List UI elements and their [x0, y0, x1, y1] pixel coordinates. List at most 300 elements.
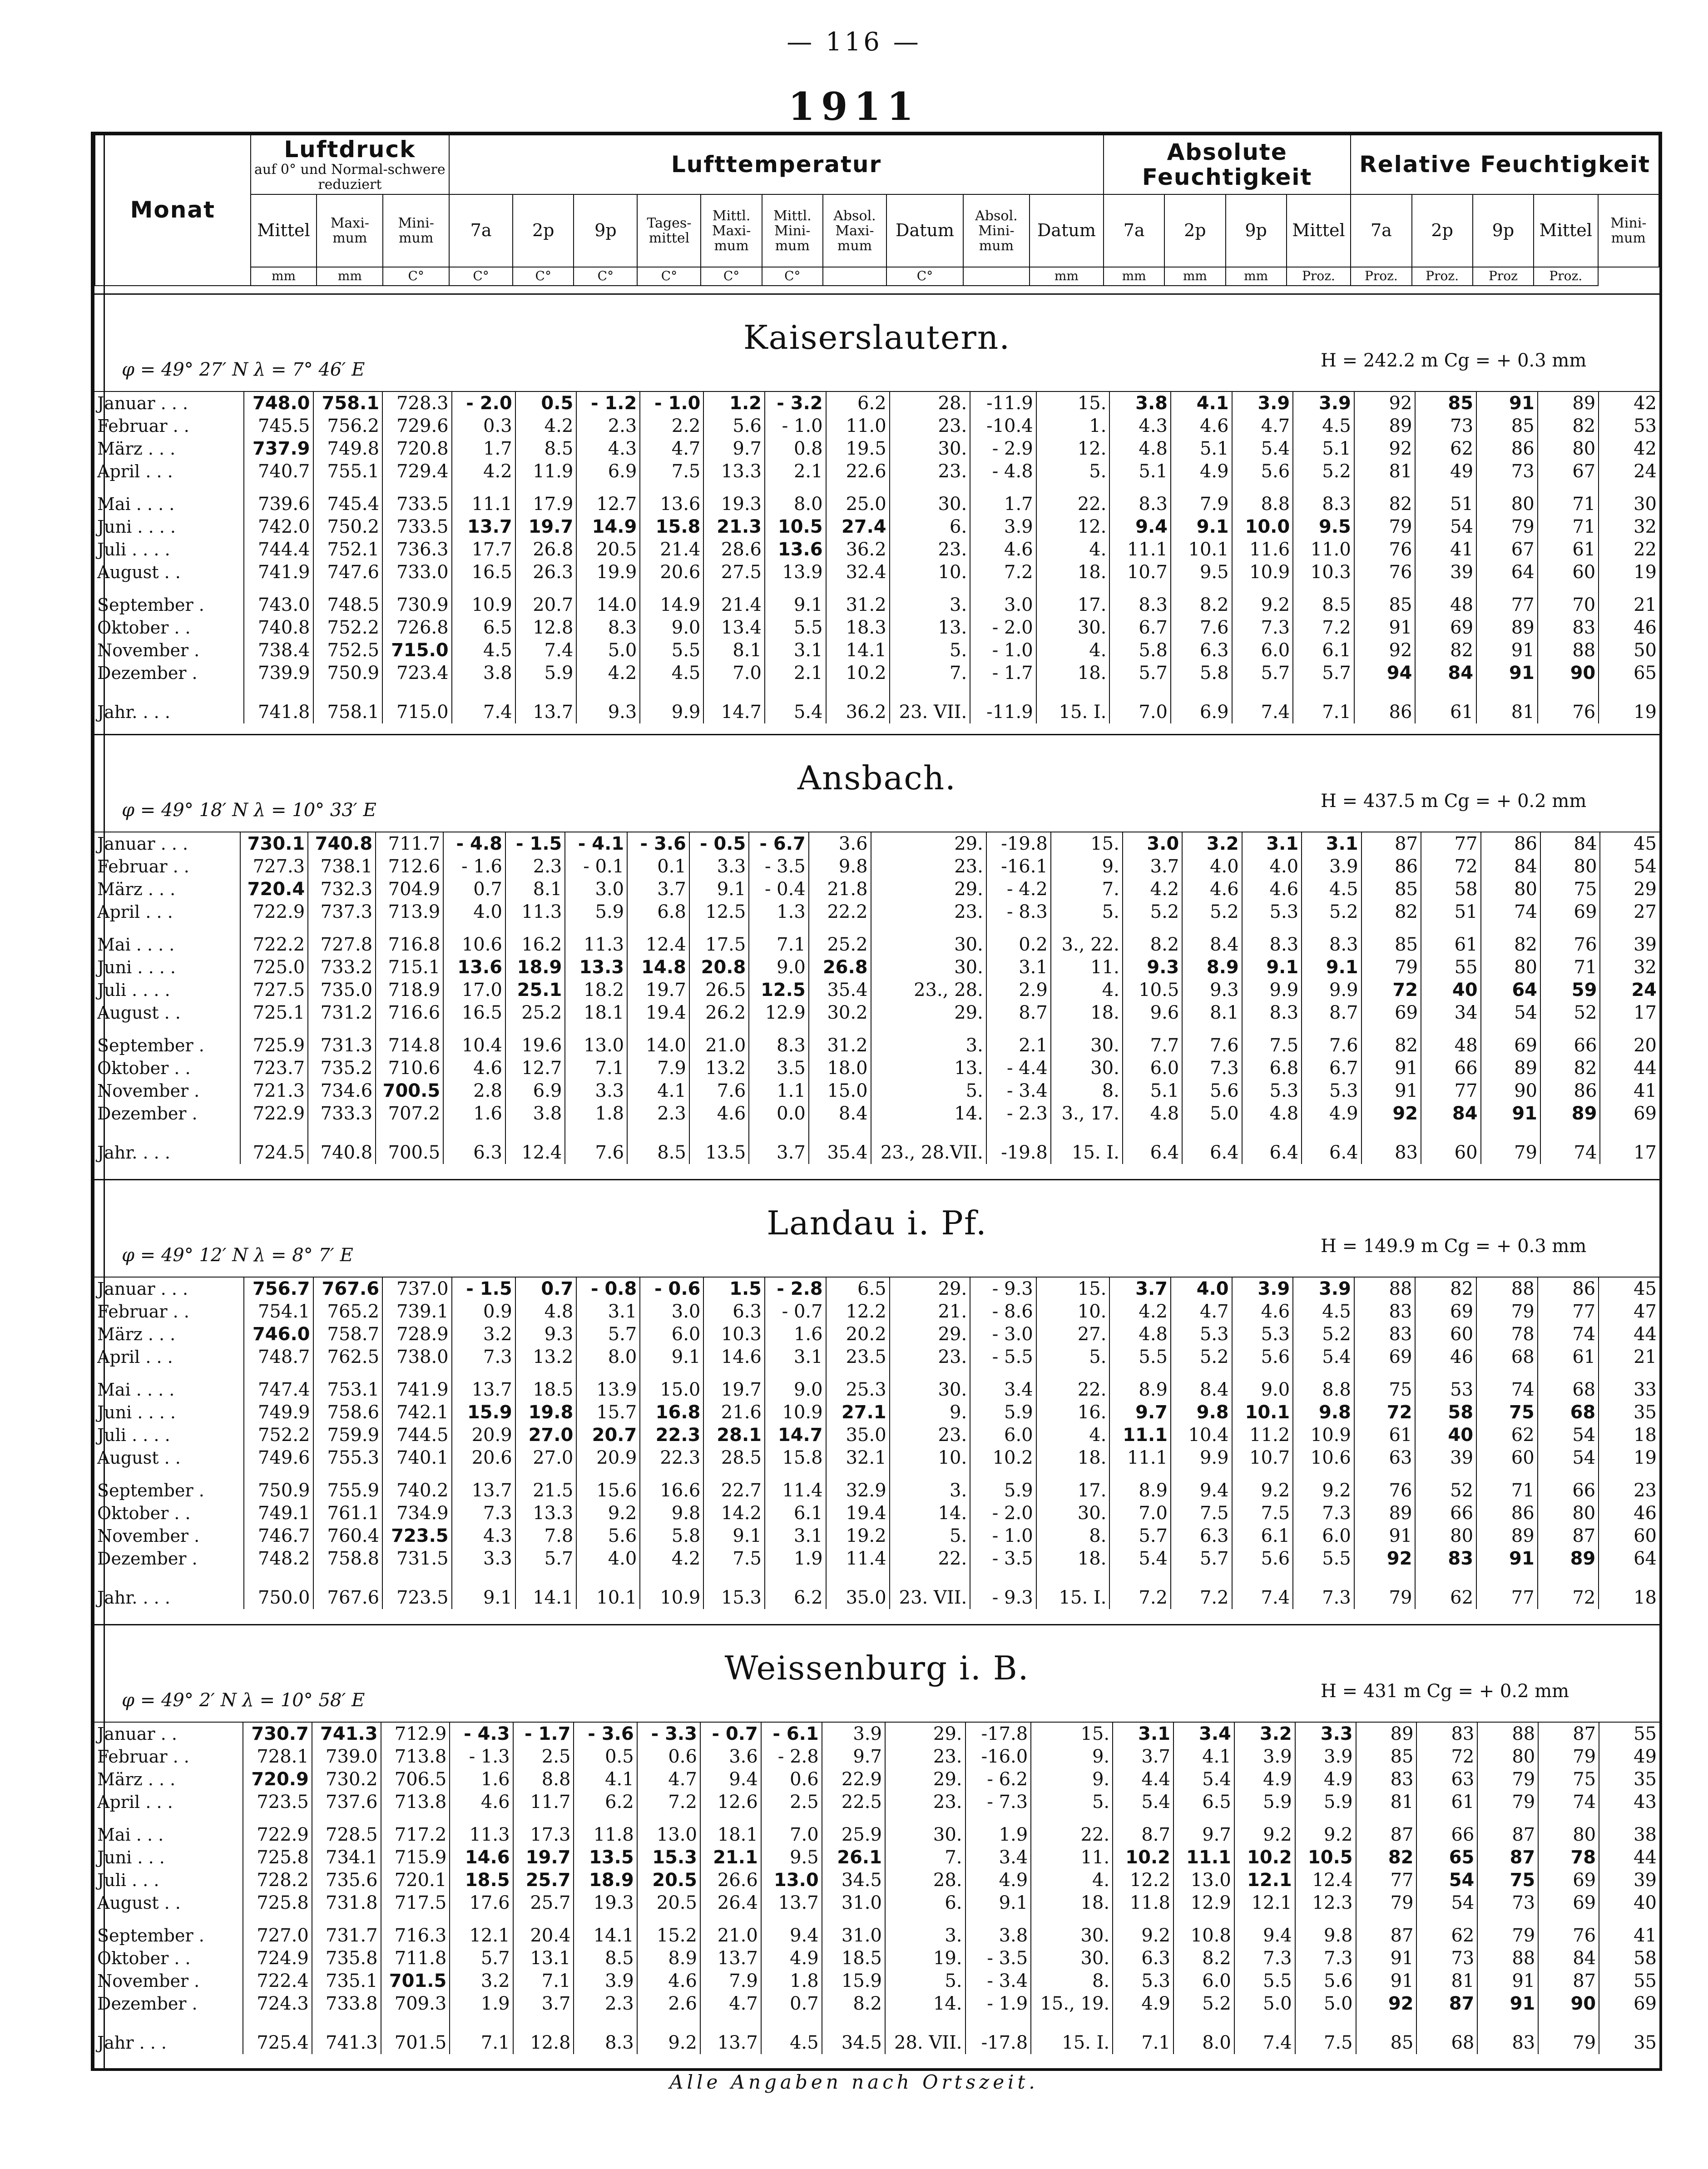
data-cell: 4.7 [700, 1992, 761, 2015]
data-cell: 3.2 [452, 1323, 515, 1346]
data-cell: 22.6 [826, 460, 890, 483]
data-cell: 5.2 [1293, 460, 1354, 483]
data-cell: 69 [1415, 616, 1476, 639]
spacer-cell [515, 584, 577, 594]
data-cell: 92 [1361, 1102, 1421, 1125]
data-cell: 15.6 [576, 1479, 640, 1502]
data-cell: 5. [1036, 1346, 1110, 1368]
spacer-cell [240, 923, 308, 933]
data-cell: 4.5 [1293, 415, 1354, 437]
spacer-cell [1123, 1125, 1182, 1135]
data-cell: 91 [1476, 391, 1538, 415]
data-cell: 716.3 [381, 1924, 450, 1947]
data-cell: 12.6 [700, 1791, 761, 1813]
data-cell: 12.4 [1295, 1869, 1356, 1892]
data-cell: 26.3 [515, 561, 577, 584]
data-cell: 13.0 [565, 1034, 627, 1057]
data-cell: - 1.0 [970, 1525, 1036, 1547]
data-cell: 716.6 [376, 1001, 443, 1024]
spacer-cell [890, 1469, 970, 1479]
data-cell: 701.5 [381, 1970, 450, 1992]
data-cell: 10.9 [452, 594, 515, 616]
data-cell: 23.5 [826, 1346, 890, 1368]
data-cell: 733.0 [382, 561, 452, 584]
data-cell: 71 [1540, 956, 1600, 979]
spacer-cell [381, 2015, 450, 2025]
data-cell: 9.8 [1295, 1924, 1356, 1947]
table-row [94, 878, 1659, 901]
data-cell: 23., 28. [871, 979, 986, 1001]
spacer-cell [1295, 2015, 1356, 2025]
data-cell: 4.1 [574, 1768, 637, 1791]
data-cell: 77 [1356, 1869, 1417, 1892]
month-label: Juli . . . . [94, 538, 244, 561]
month-label: Januar . . . [94, 832, 240, 855]
data-cell: 30. [890, 437, 970, 460]
data-cell: 54 [1415, 515, 1476, 538]
data-cell: 4.8 [1242, 1102, 1302, 1125]
station-block [94, 1624, 1659, 2060]
data-cell: 89 [1476, 1525, 1538, 1547]
spacer-cell [1476, 483, 1538, 493]
data-cell: 88 [1354, 1277, 1416, 1300]
data-cell: 3.6 [700, 1745, 761, 1768]
data-cell: 60 [1634, 1525, 1657, 1546]
spacer-cell [376, 1125, 443, 1135]
data-cell: 735.0 [308, 979, 376, 1001]
data-cell: 49 [1415, 460, 1476, 483]
month-label: Juni . . . . [94, 515, 244, 538]
data-cell: 13.7 [452, 1378, 515, 1401]
spacer-cell [1171, 483, 1232, 493]
spacer-cell [1421, 1024, 1480, 1034]
data-cell: 2.9 [986, 979, 1051, 1001]
data-cell: 13.3 [565, 956, 627, 979]
data-cell: 13.7 [700, 2025, 761, 2054]
data-cell: 5.3 [1242, 901, 1302, 923]
spacer-cell [443, 923, 505, 933]
station-name: Kaiserslautern. [743, 318, 1011, 357]
spacer-cell [890, 584, 970, 594]
spacer-cell [1599, 483, 1659, 493]
data-cell: 79 [1538, 1745, 1599, 1768]
data-cell: 14.7 [703, 694, 765, 723]
data-cell: 767.6 [313, 1580, 383, 1609]
data-cell: 728.2 [243, 1869, 312, 1892]
data-cell: 22.3 [640, 1424, 703, 1446]
data-cell: 62 [1415, 1580, 1476, 1609]
data-cell: 91 [1361, 1080, 1421, 1102]
data-cell: 750.2 [313, 515, 383, 538]
data-cell: 745.5 [244, 415, 313, 437]
data-cell: 704.9 [376, 878, 443, 901]
data-cell: 58 [1421, 878, 1480, 901]
data-cell: 10.1 [576, 1580, 640, 1609]
data-cell: 12.8 [515, 616, 577, 639]
data-cell: 6.4 [1182, 1135, 1242, 1164]
spacer-cell [1354, 684, 1416, 694]
data-cell: 28. VII. [885, 2025, 965, 2054]
data-cell: 88 [1477, 1947, 1538, 1970]
data-cell: 6. [890, 515, 970, 538]
table-row [94, 561, 1659, 584]
spacer-cell [1481, 923, 1540, 933]
spacer-cell [749, 1024, 808, 1034]
spacer-cell [1293, 483, 1354, 493]
data-cell: 3.7 [513, 1992, 574, 2015]
data-cell: 3.4 [965, 1846, 1031, 1869]
data-cell: 25.7 [513, 1892, 574, 1914]
spacer-cell [986, 1024, 1051, 1034]
data-cell: 3.8 [1109, 391, 1171, 415]
spacer-cell [1600, 923, 1659, 933]
table-row [94, 515, 1659, 538]
data-cell: 5. [890, 639, 970, 662]
data-cell: 9.2 [1295, 1823, 1356, 1846]
spacer-cell [640, 483, 703, 493]
data-cell: 34.5 [822, 2025, 885, 2054]
spacer-cell [1538, 483, 1599, 493]
data-cell: 61 [1538, 538, 1599, 561]
data-cell: 8.9 [1182, 956, 1242, 979]
data-cell: 4.2 [1109, 1300, 1171, 1323]
data-cell: 41 [1634, 1925, 1657, 1946]
data-cell: 89 [1356, 1722, 1417, 1745]
data-cell: 17.3 [513, 1823, 574, 1846]
data-cell: 24 [1631, 980, 1657, 1000]
data-cell: 88 [1477, 1722, 1538, 1745]
data-cell: 90 [1538, 662, 1599, 684]
table-row [94, 1992, 1659, 2015]
data-cell: 87 [1477, 1846, 1538, 1869]
data-cell: 19 [1634, 702, 1657, 723]
data-cell: 92 [1354, 1547, 1416, 1570]
data-cell: 740.1 [382, 1446, 452, 1469]
data-cell: 5.7 [1109, 1525, 1171, 1547]
data-cell: 3. [871, 1034, 986, 1057]
month-label: August . . [94, 1001, 240, 1024]
data-cell: 5.7 [515, 1547, 577, 1570]
data-cell: 73 [1416, 1947, 1477, 1970]
data-cell: 17 [1634, 1002, 1657, 1023]
data-cell: 33 [1634, 1379, 1657, 1400]
spacer-cell [970, 1368, 1036, 1378]
data-cell: 4. [1031, 1869, 1113, 1892]
data-cell: 13.7 [700, 1947, 761, 1970]
data-cell: 89 [1538, 391, 1599, 415]
data-cell: 89 [1476, 616, 1538, 639]
data-cell: 45 [1634, 833, 1657, 854]
data-cell: 2.3 [574, 1992, 637, 2015]
data-cell: 4.0 [1182, 855, 1242, 878]
data-cell: 4.8 [515, 1300, 577, 1323]
data-cell: 94 [1354, 662, 1416, 684]
month-label: Dezember . [94, 662, 244, 684]
spacer-cell [313, 684, 383, 694]
data-cell: 717.2 [381, 1823, 450, 1846]
data-cell: 29. [885, 1768, 965, 1791]
table-row [94, 979, 1659, 1001]
data-cell: 61 [1416, 1791, 1477, 1813]
data-cell: 77 [1421, 832, 1480, 855]
data-cell: 91 [1356, 1970, 1417, 1992]
data-cell: 1.1 [749, 1080, 808, 1102]
data-cell: 722.9 [243, 1823, 312, 1846]
data-cell: 742.0 [244, 515, 313, 538]
spacer-cell [515, 1570, 577, 1580]
spacer-cell [689, 1125, 749, 1135]
data-cell: 82 [1415, 1277, 1476, 1300]
data-cell: 0.6 [761, 1768, 822, 1791]
data-cell: 60 [1538, 561, 1599, 584]
data-cell: 10.4 [443, 1034, 505, 1057]
spacer-cell [1415, 584, 1476, 594]
data-cell: 58 [1415, 1401, 1476, 1424]
data-cell: 63 [1416, 1768, 1477, 1791]
data-cell: 11.3 [505, 901, 565, 923]
spacer-cell [871, 1024, 986, 1034]
data-cell: 9.4 [700, 1768, 761, 1791]
data-cell: 4.4 [1113, 1768, 1173, 1791]
month-label: Februar . . [94, 415, 244, 437]
spacer-cell [313, 483, 383, 493]
spacer-cell [640, 1469, 703, 1479]
data-cell: 13.3 [515, 1502, 577, 1525]
month-label: März . . . [94, 878, 240, 901]
data-cell: 25.1 [505, 979, 565, 1001]
data-cell: 5. [1031, 1791, 1113, 1813]
table-row [94, 662, 1659, 684]
data-cell: 48 [1421, 1034, 1480, 1057]
data-cell: 1.8 [565, 1102, 627, 1125]
data-cell: 86 [1476, 437, 1538, 460]
spacer-cell [515, 483, 577, 493]
header-col-21: Mittel [1534, 194, 1598, 267]
data-cell: - 1.5 [505, 832, 565, 855]
spacer-cell [1415, 684, 1476, 694]
data-cell: 2.6 [637, 1992, 700, 2015]
header-luftdruck-sub: auf 0° und Normal-schwere reduziert [254, 162, 446, 193]
data-cell: - 4.1 [565, 832, 627, 855]
data-cell: 13.7 [515, 694, 577, 723]
data-cell: 3.9 [1232, 1277, 1293, 1300]
month-label: Juni . . . . [94, 1401, 244, 1424]
data-cell: 4. [1036, 1424, 1110, 1446]
spacer-cell [1242, 1024, 1302, 1034]
data-cell: 15.8 [765, 1446, 826, 1469]
data-cell: 4.6 [1242, 878, 1302, 901]
spacer-cell [452, 1469, 515, 1479]
spacer-cell [576, 1469, 640, 1479]
data-cell: 86 [1481, 832, 1540, 855]
data-cell: 30.2 [809, 1001, 871, 1024]
data-cell: 83 [1416, 1722, 1477, 1745]
data-cell: - 2.3 [986, 1102, 1051, 1125]
spacer-cell [94, 1914, 243, 1924]
data-cell: 5.3 [1302, 1080, 1361, 1102]
data-cell: - 3.6 [627, 832, 689, 855]
data-cell: 20.2 [826, 1323, 890, 1346]
spacer-cell [313, 584, 383, 594]
data-cell: 0.5 [574, 1745, 637, 1768]
data-cell: 8.5 [627, 1135, 689, 1164]
data-cell: 5.5 [1234, 1970, 1295, 1992]
spacer-cell [1354, 584, 1416, 594]
data-cell: 724.3 [243, 1992, 312, 2015]
data-cell: 3. [890, 594, 970, 616]
data-cell: 2.3 [505, 855, 565, 878]
table-row [94, 493, 1659, 515]
data-cell: 6.8 [1242, 1057, 1302, 1080]
spacer-cell [1173, 2015, 1234, 2025]
data-cell: 76 [1354, 561, 1416, 584]
data-cell: 755.1 [313, 460, 383, 483]
table-row [94, 1502, 1659, 1525]
data-cell: 729.6 [382, 415, 452, 437]
data-cell: 7.4 [452, 694, 515, 723]
data-cell: 19.5 [826, 437, 890, 460]
data-cell: 9.5 [761, 1846, 822, 1869]
spacer-cell [450, 1813, 513, 1823]
data-cell: 16.8 [640, 1401, 703, 1424]
data-cell: 83 [1477, 2025, 1538, 2054]
data-cell: 13. [890, 616, 970, 639]
data-cell: 6.7 [1109, 616, 1171, 639]
header-unit-19: Proz. [1412, 267, 1473, 286]
data-cell: 23. [885, 1745, 965, 1768]
data-cell: 9.9 [640, 694, 703, 723]
spacer-cell [640, 1368, 703, 1378]
spacer-cell [382, 584, 452, 594]
table-row [94, 1924, 1659, 1947]
data-cell: 23. VII. [890, 694, 970, 723]
data-cell: 731.5 [382, 1547, 452, 1570]
data-cell: 720.4 [240, 878, 308, 901]
spacer-cell [986, 1125, 1051, 1135]
data-cell: 8.7 [1113, 1823, 1173, 1846]
data-cell: 712.6 [376, 855, 443, 878]
data-cell: 80 [1477, 1745, 1538, 1768]
data-cell: 11.1 [1173, 1846, 1234, 1869]
data-cell: 6.1 [1232, 1525, 1293, 1547]
data-cell: 716.8 [376, 933, 443, 956]
data-cell: 9.2 [637, 2025, 700, 2054]
data-cell: - 3.2 [765, 391, 826, 415]
month-label: Oktober . . [94, 1947, 243, 1970]
data-cell: 5.8 [640, 1525, 703, 1547]
data-cell: 7.2 [1293, 616, 1354, 639]
data-cell: 7.6 [1182, 1034, 1242, 1057]
table-row [94, 594, 1659, 616]
data-cell: 15.7 [576, 1401, 640, 1424]
data-cell: 9.9 [1302, 979, 1361, 1001]
data-cell: 85 [1361, 933, 1421, 956]
spacer-cell [826, 1368, 890, 1378]
data-cell: 730.1 [240, 832, 308, 855]
data-cell: 5.3 [1242, 1080, 1302, 1102]
data-cell: 727.0 [243, 1924, 312, 1947]
data-cell: 20 [1634, 1035, 1657, 1056]
data-cell: 69 [1361, 1001, 1421, 1024]
data-cell: 10. [890, 1446, 970, 1469]
data-cell: 86 [1361, 855, 1421, 878]
data-cell: 68 [1538, 1401, 1599, 1424]
data-cell: 15. [1031, 1722, 1113, 1745]
month-label: Juni . . . [94, 1846, 243, 1869]
month-label: Juli . . . . [94, 1424, 244, 1446]
data-cell: 9.9 [1242, 979, 1302, 1001]
data-cell: 4.9 [761, 1947, 822, 1970]
data-cell: 7.0 [1109, 1502, 1171, 1525]
data-cell: 30. [871, 956, 986, 979]
data-cell: 12.7 [505, 1057, 565, 1080]
data-cell: 62 [1476, 1424, 1538, 1446]
data-cell: 71 [1538, 515, 1599, 538]
data-cell: 713.8 [381, 1791, 450, 1813]
footnote: Alle Angaben nach Ortszeit. [669, 2071, 1039, 2093]
data-cell: 11.9 [515, 460, 577, 483]
data-cell: 4.8 [1109, 437, 1171, 460]
spacer-cell [890, 684, 970, 694]
data-cell: 748.0 [244, 391, 313, 415]
table-row [94, 1768, 1659, 1791]
table-row [94, 1102, 1659, 1125]
spacer-cell [1182, 1125, 1242, 1135]
header-unit-8: C° [701, 267, 762, 286]
data-cell: 711.8 [381, 1947, 450, 1970]
data-cell: 69 [1634, 1103, 1657, 1124]
data-cell: 19.4 [627, 1001, 689, 1024]
data-cell: 745.4 [313, 493, 383, 515]
spacer-cell [381, 1914, 450, 1924]
data-cell: 10.2 [826, 662, 890, 684]
spacer-cell [1113, 1914, 1173, 1924]
data-cell: 18.3 [826, 616, 890, 639]
data-cell: 7.3 [1182, 1057, 1242, 1080]
data-cell: 73 [1477, 1892, 1538, 1914]
data-cell: 3.7 [749, 1135, 808, 1164]
spacer-cell [822, 2015, 885, 2025]
data-cell: 53 [1634, 416, 1657, 436]
data-cell: 0.3 [452, 415, 515, 437]
data-cell: 4.0 [443, 901, 505, 923]
month-label: Januar . . . [94, 1277, 244, 1300]
data-cell: 12.4 [505, 1135, 565, 1164]
data-cell: 26.5 [689, 979, 749, 1001]
data-cell: 20.5 [576, 538, 640, 561]
data-cell: 91 [1476, 639, 1538, 662]
data-cell: 52 [1540, 1001, 1600, 1024]
data-cell: 23. VII. [890, 1580, 970, 1609]
spacer-cell [826, 483, 890, 493]
spacer-cell [765, 584, 826, 594]
data-cell: 15. I. [1036, 694, 1110, 723]
spacer-cell [565, 1125, 627, 1135]
table-row [94, 1346, 1659, 1368]
data-cell: 79 [1354, 515, 1416, 538]
data-cell: 44 [1634, 1324, 1657, 1345]
data-cell: 6.3 [703, 1300, 765, 1323]
data-cell: 11.3 [450, 1823, 513, 1846]
data-cell: 80 [1538, 1823, 1599, 1846]
data-cell: 11.1 [452, 493, 515, 515]
data-cell: 7.3 [452, 1502, 515, 1525]
spacer-cell [1356, 2015, 1417, 2025]
spacer-cell [1234, 2015, 1295, 2025]
data-cell: 6.1 [765, 1502, 826, 1525]
data-cell: 69 [1540, 901, 1600, 923]
data-cell: - 3.5 [965, 1947, 1031, 1970]
